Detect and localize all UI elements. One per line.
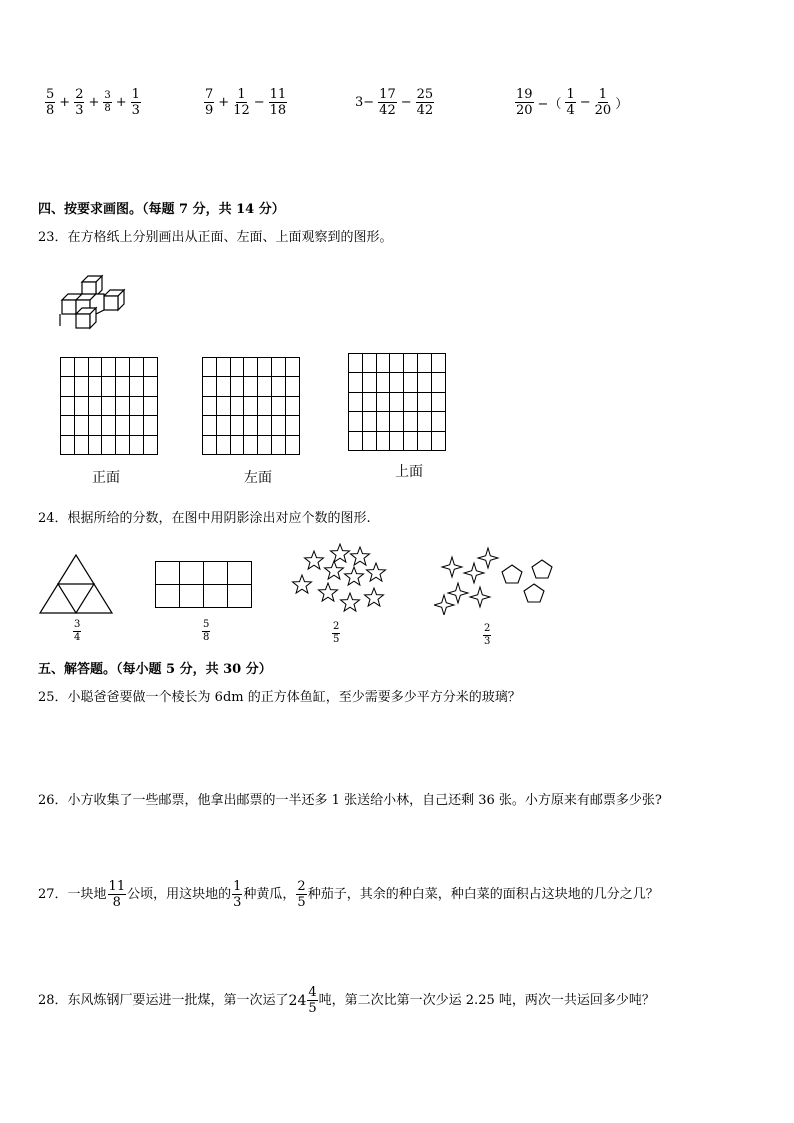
grid-cell[interactable] — [404, 412, 418, 431]
fraction: $\frac{3}{8}$ — [104, 90, 111, 114]
grid-cell[interactable] — [271, 435, 285, 454]
rectangle-grid-figure[interactable] — [155, 561, 252, 608]
grid-cell[interactable] — [271, 377, 285, 396]
grid-cell[interactable] — [180, 585, 204, 608]
grid-cell[interactable] — [244, 435, 258, 454]
fraction-label-2-3: $\frac{2}{3}$ — [484, 623, 491, 647]
fraction: $\frac{1}{12}$ — [233, 87, 250, 118]
grid-cell[interactable] — [88, 377, 102, 396]
cube-stack-figure — [56, 270, 128, 332]
star-shape[interactable] — [325, 561, 344, 579]
grid-cell[interactable] — [349, 412, 363, 431]
grid-cell[interactable] — [431, 431, 445, 450]
section-5-title: 五、解答题。（每小题 5 分，共 30 分） — [38, 662, 272, 677]
grid-cell[interactable] — [88, 396, 102, 415]
star-shape[interactable] — [351, 547, 370, 565]
star-shape[interactable] — [448, 583, 468, 603]
grid-cell[interactable] — [216, 396, 230, 415]
grid-cell[interactable] — [216, 377, 230, 396]
operator: −（ — [537, 97, 562, 112]
calc-expression-1 — [44, 88, 142, 117]
fraction: $\frac{17}{42}$ — [379, 87, 396, 118]
calc-expression-4 — [514, 88, 631, 117]
grid-cell[interactable] — [143, 416, 157, 435]
grid-cell[interactable] — [431, 412, 445, 431]
grid-cell[interactable] — [244, 396, 258, 415]
grid-cell[interactable] — [417, 354, 431, 373]
question-26-text: 26．小方收集了一些邮票，他拿出邮票的一半还多 1 张送给小林，自己还剩 36 张。小方原来有邮票多少张? — [38, 793, 662, 808]
grid-cell[interactable] — [156, 585, 180, 608]
grid-cell[interactable] — [216, 416, 230, 435]
grid-cell[interactable] — [417, 373, 431, 392]
operator: − — [253, 95, 265, 110]
fraction-label-2-5: $\frac{2}{5}$ — [333, 621, 340, 645]
question-25-text: 25．小聪爸爸要做一个棱长为 6dm 的正方体鱼缸，至少需要多少平方分米的玻璃？ — [38, 690, 521, 705]
grid-cell[interactable] — [129, 358, 143, 377]
calc-expression-2 — [203, 88, 288, 117]
grid-cell[interactable] — [376, 373, 390, 392]
grid-cell[interactable] — [349, 431, 363, 450]
grid-cell[interactable] — [156, 562, 180, 585]
star-shape[interactable] — [470, 587, 490, 607]
fraction: $\frac{25}{42}$ — [416, 87, 434, 118]
star-shape[interactable] — [365, 588, 384, 606]
fraction: $\frac{7}{9}$ — [205, 87, 214, 118]
grid-cell[interactable] — [129, 396, 143, 415]
grid-cell[interactable] — [244, 358, 258, 377]
grid-cell[interactable] — [143, 396, 157, 415]
fraction: $\frac{11}{18}$ — [269, 87, 287, 118]
grid-cell[interactable] — [376, 431, 390, 450]
grid-cell[interactable] — [376, 354, 390, 373]
star-shape[interactable] — [331, 544, 350, 562]
grid-cell[interactable] — [362, 412, 376, 431]
grid-cell[interactable] — [203, 377, 217, 396]
star-shape[interactable] — [341, 593, 360, 611]
grid-cell[interactable] — [102, 435, 116, 454]
grid-cell[interactable] — [349, 392, 363, 411]
grid-cell[interactable] — [61, 416, 75, 435]
grid-cell[interactable] — [362, 354, 376, 373]
star-shape[interactable] — [319, 583, 338, 601]
grid-cell[interactable] — [285, 435, 299, 454]
grid-cell[interactable] — [203, 435, 217, 454]
grid-cell[interactable] — [285, 358, 299, 377]
grid-cell[interactable] — [431, 373, 445, 392]
grid-cell[interactable] — [390, 412, 404, 431]
question-28-text: 28．东风炼钢厂要运进一批煤，第一次运了 24 $\frac{4}{5}$ 吨，第二次比第一次少运 2.25 吨，两次一共运回多少吨？ — [38, 985, 655, 1016]
grid-cell[interactable] — [285, 377, 299, 396]
grid-cell[interactable] — [285, 416, 299, 435]
triangle-figure[interactable] — [38, 553, 114, 615]
star-shape[interactable] — [293, 575, 312, 593]
left-view-grid[interactable] — [202, 357, 300, 455]
fraction-label-3-4: $\frac{3}{4}$ — [74, 619, 81, 643]
grid-cell[interactable] — [271, 416, 285, 435]
stars-group-1[interactable] — [288, 543, 388, 615]
section-4-title: 四、按要求画图。（每题 7 分，共 14 分） — [38, 202, 285, 217]
fraction: $\frac{1}{3}$ — [131, 87, 140, 118]
star-shape[interactable] — [442, 557, 462, 577]
question-23-text: 23．在方格纸上分别画出从正面、左面、上面观察到的图形。 — [38, 230, 393, 245]
grid-cell[interactable] — [230, 435, 244, 454]
top-view-grid[interactable] — [348, 353, 446, 451]
grid-cell[interactable] — [417, 412, 431, 431]
star-shape[interactable] — [434, 595, 454, 615]
grid-cell[interactable] — [129, 435, 143, 454]
grid-cell[interactable] — [216, 435, 230, 454]
grid-cell[interactable] — [74, 396, 88, 415]
grid-cell[interactable] — [61, 377, 75, 396]
grid-cell[interactable] — [204, 585, 228, 608]
calc-expression-3 — [352, 88, 435, 117]
grid-cell[interactable] — [390, 373, 404, 392]
operator: + — [88, 95, 100, 110]
operator: + — [218, 95, 230, 110]
grid-cell[interactable] — [349, 354, 363, 373]
grid-cell[interactable] — [362, 431, 376, 450]
star-shape[interactable] — [305, 551, 324, 569]
grid-cell[interactable] — [61, 396, 75, 415]
question-27-text: 27．一块地 $\frac{11}{8}$ 公顷，用这块地的 $\frac{1}{3}$ 种黄瓜， $\frac{2}{5}$ 种茄子，其余的种白菜，种白菜的面积占这块地的几分之几？ — [38, 879, 659, 910]
grid-cell[interactable] — [116, 416, 130, 435]
grid-cell[interactable] — [116, 435, 130, 454]
grid-cell[interactable] — [431, 354, 445, 373]
grid-cell[interactable] — [180, 562, 204, 585]
grid-cell[interactable] — [143, 377, 157, 396]
question-24-text: 24．根据所给的分数，在图中用阴影涂出对应个数的图形. — [38, 511, 371, 526]
operator: ） — [615, 97, 629, 112]
grid-cell[interactable] — [271, 396, 285, 415]
grid-cell[interactable] — [88, 358, 102, 377]
grid-cell[interactable] — [74, 435, 88, 454]
grid-cell[interactable] — [390, 431, 404, 450]
grid-cell[interactable] — [362, 373, 376, 392]
grid-cell[interactable] — [116, 377, 130, 396]
grid-cell[interactable] — [390, 392, 404, 411]
grid-cell[interactable] — [230, 358, 244, 377]
grid-cell[interactable] — [129, 416, 143, 435]
grid-cell[interactable] — [203, 358, 217, 377]
grid-cell[interactable] — [216, 358, 230, 377]
grid-cell[interactable] — [102, 396, 116, 415]
grid-cell[interactable] — [349, 373, 363, 392]
operator: − — [579, 95, 591, 110]
grid-cell[interactable] — [431, 392, 445, 411]
fraction: $\frac{5}{8}$ — [46, 87, 55, 118]
grid-cell[interactable] — [61, 435, 75, 454]
grid-cell[interactable] — [258, 377, 272, 396]
operator: + — [115, 95, 127, 110]
grid-cell[interactable] — [376, 412, 390, 431]
fraction: $\frac{19}{20}$ — [516, 87, 533, 118]
grid-cell[interactable] — [258, 416, 272, 435]
front-view-grid[interactable] — [60, 357, 158, 455]
grid-cell[interactable] — [258, 435, 272, 454]
star-shape[interactable] — [478, 548, 498, 568]
grid-cell[interactable] — [228, 562, 252, 585]
grid-cell[interactable] — [244, 416, 258, 435]
grid-cell[interactable] — [404, 373, 418, 392]
star-shape[interactable] — [464, 563, 484, 583]
grid-cell[interactable] — [258, 358, 272, 377]
grid-cell[interactable] — [228, 585, 252, 608]
grid-cell[interactable] — [129, 377, 143, 396]
grid-cell[interactable] — [74, 377, 88, 396]
grid-cell[interactable] — [88, 416, 102, 435]
grid-cell[interactable] — [74, 358, 88, 377]
front-view-label: 正面 — [92, 470, 120, 486]
grid-cell[interactable] — [230, 377, 244, 396]
grid-cell[interactable] — [143, 435, 157, 454]
grid-cell[interactable] — [116, 396, 130, 415]
grid-cell[interactable] — [376, 392, 390, 411]
operator: − — [400, 95, 412, 110]
stars-pentagons-group[interactable] — [434, 545, 556, 615]
grid-cell[interactable] — [102, 358, 116, 377]
grid-cell[interactable] — [230, 396, 244, 415]
top-view-label: 上面 — [395, 464, 423, 480]
grid-cell[interactable] — [390, 354, 404, 373]
fraction: $\frac{1}{20}$ — [594, 87, 612, 118]
grid-cell[interactable] — [102, 416, 116, 435]
star-shape[interactable] — [345, 567, 364, 585]
grid-cell[interactable] — [404, 431, 418, 450]
operator: + — [59, 95, 71, 110]
grid-cell[interactable] — [88, 435, 102, 454]
grid-cell[interactable] — [203, 416, 217, 435]
grid-cell[interactable] — [143, 358, 157, 377]
fraction: $\frac{2}{3}$ — [75, 87, 84, 118]
grid-cell[interactable] — [61, 358, 75, 377]
grid-cell[interactable] — [404, 354, 418, 373]
grid-cell[interactable] — [230, 416, 244, 435]
grid-cell[interactable] — [204, 562, 228, 585]
grid-cell[interactable] — [417, 431, 431, 450]
grid-cell[interactable] — [285, 396, 299, 415]
left-view-label: 左面 — [244, 470, 272, 486]
grid-cell[interactable] — [362, 392, 376, 411]
fraction: $\frac{1}{4}$ — [566, 87, 575, 118]
star-shape[interactable] — [367, 563, 386, 581]
grid-cell[interactable] — [102, 377, 116, 396]
grid-cell[interactable] — [203, 396, 217, 415]
grid-cell[interactable] — [417, 392, 431, 411]
fraction-label-5-8: $\frac{5}{8}$ — [203, 619, 210, 643]
grid-cell[interactable] — [74, 416, 88, 435]
grid-cell[interactable] — [404, 392, 418, 411]
grid-cell[interactable] — [244, 377, 258, 396]
grid-cell[interactable] — [258, 396, 272, 415]
operator: 3− — [355, 95, 375, 110]
grid-cell[interactable] — [116, 358, 130, 377]
grid-cell[interactable] — [271, 358, 285, 377]
